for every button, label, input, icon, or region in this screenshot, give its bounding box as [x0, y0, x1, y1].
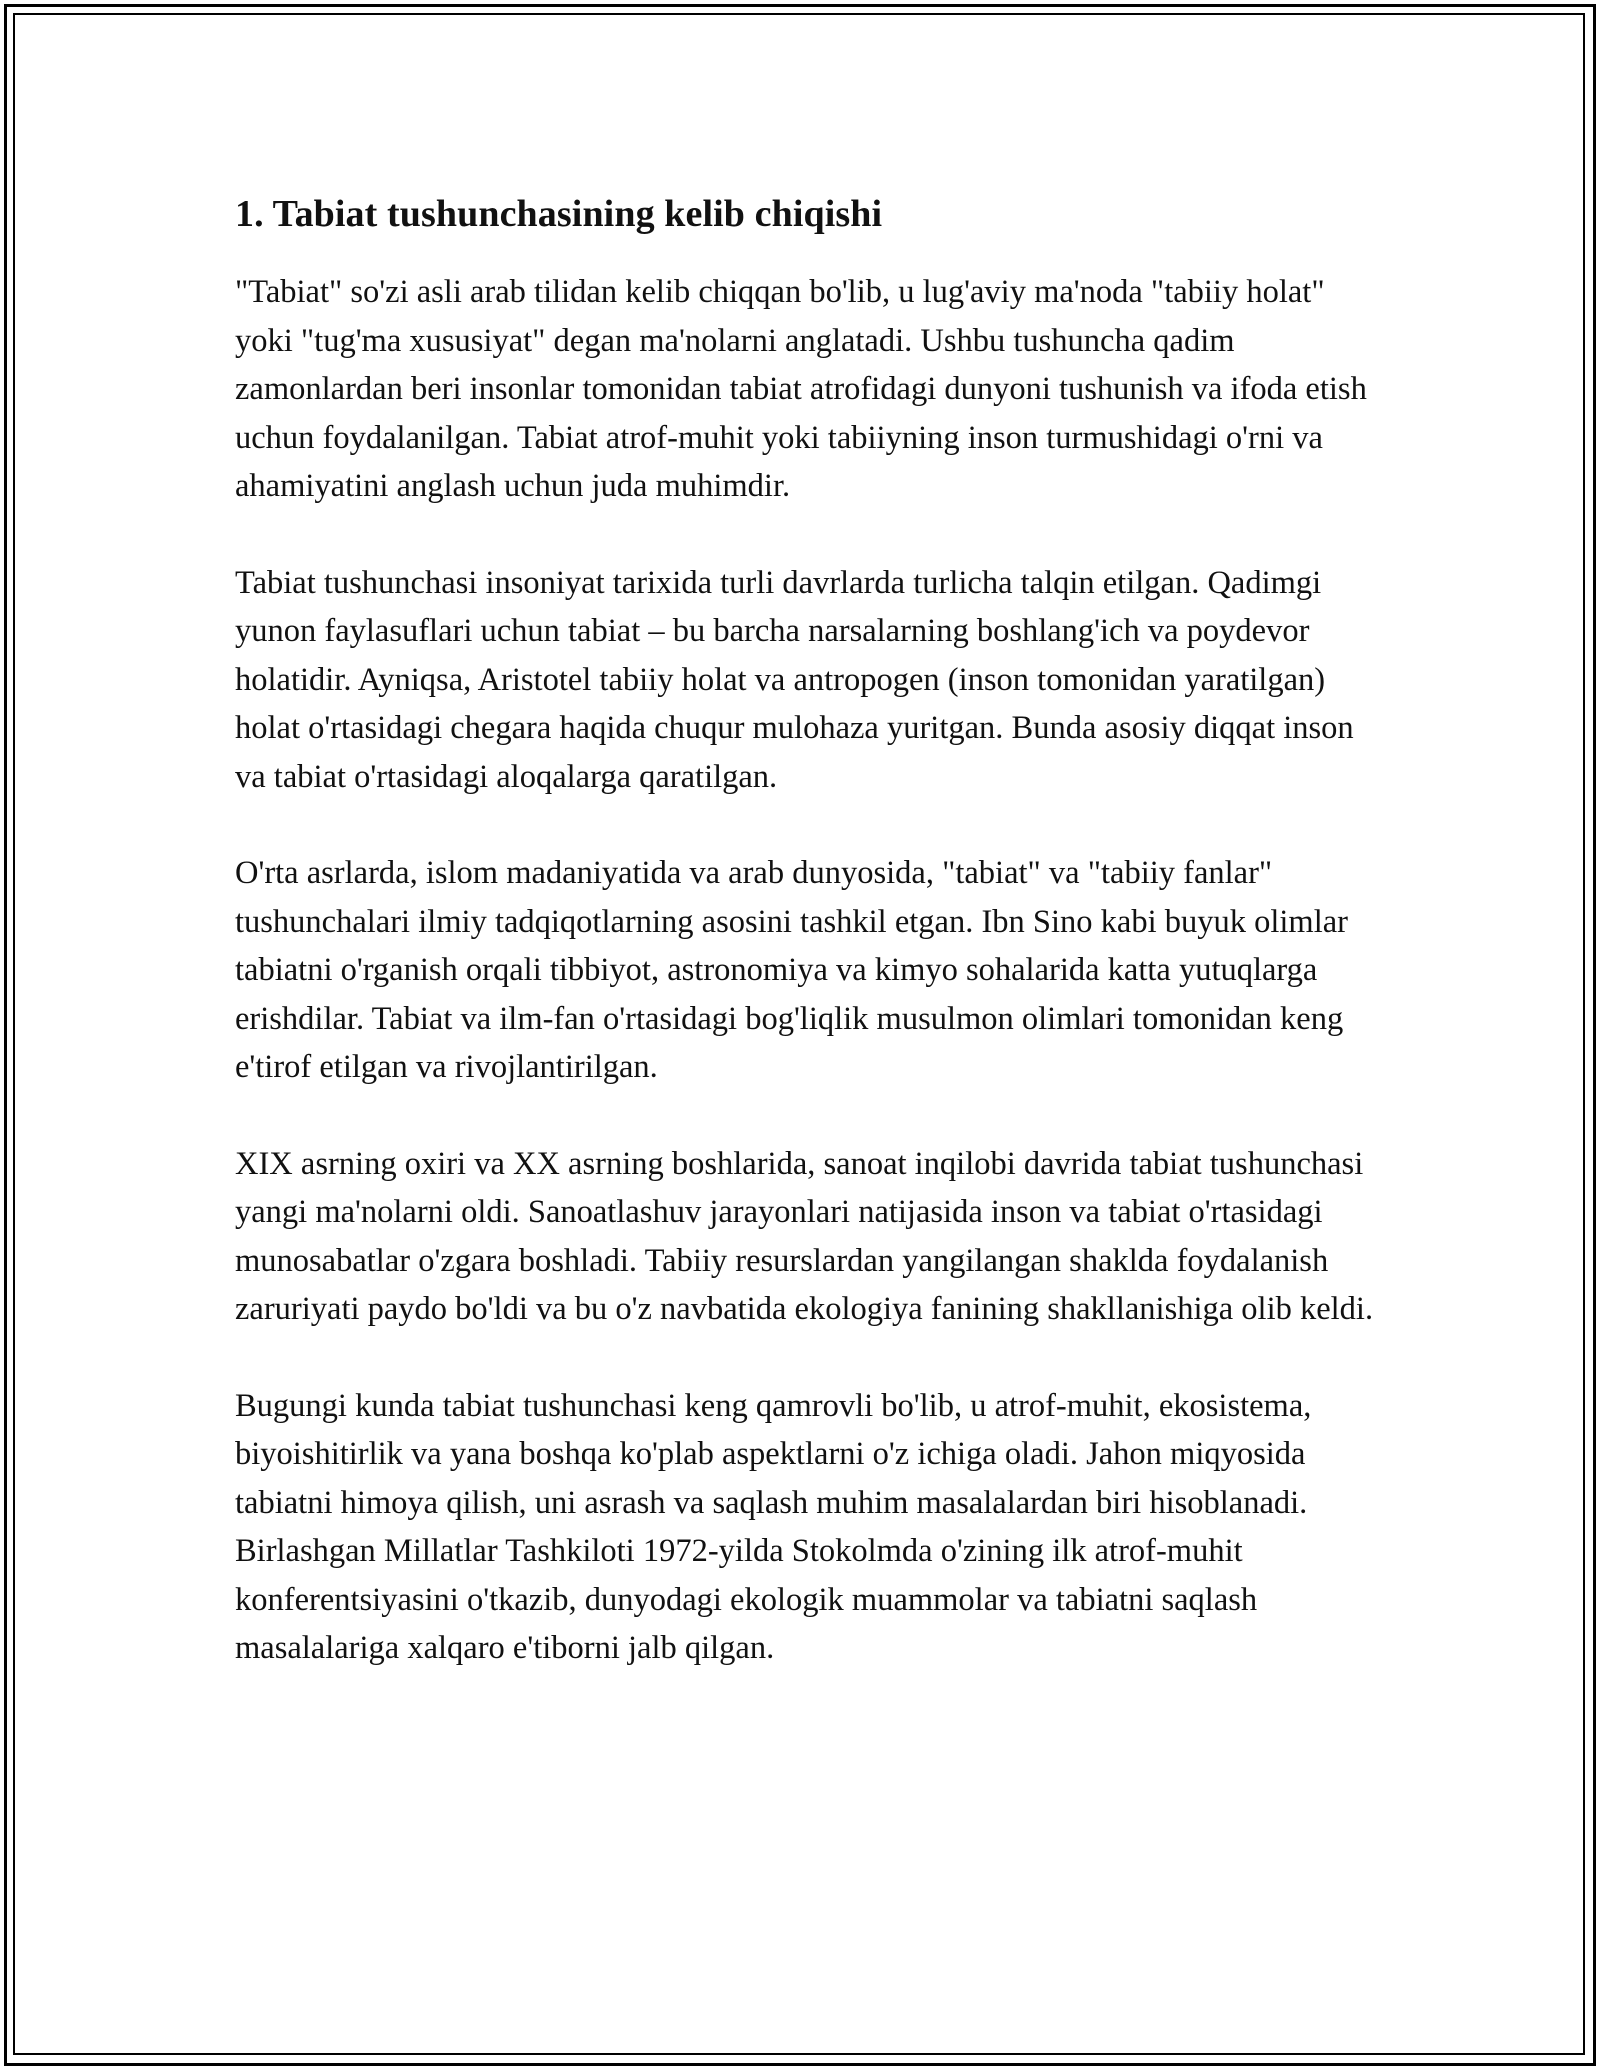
document-page: [235, 186, 1385, 1721]
paragraph-4: XIX asrning oxiri va XX asrning boshlarida, sanoat inqilobi davrida tabiat tushunchasi yangi ma'nolarni oldi. Sanoatlashuv jarayonlari natijasida inson va tabiat o'rtasidagi munosabatlar o'zgara boshladi. Tabiiy resurslardan yangilangan shaklda foydalanish zaruriyati paydo bo'ldi va bu o'z navbatida ekologiya fanining shakllanishiga olib keldi.: [235, 1145, 1374, 1327]
paragraph-2: Tabiat tushunchasi insoniyat tarixida turli davrlarda turlicha talqin etilgan. Qadimgi yunon faylasuflari uchun tabiat – bu barcha narsalarning boshlang'ich va poydevor holatidir. Ayniqsa, Aristotel tabiiy holat va antropogen (inson tomonidan yaratilgan) holat o'rtasidagi chegara haqida chuqur mulohaza yuritgan. Bunda asosiy diqqat inson va tabiat o'rtasidagi aloqalarga qaratilgan.: [235, 564, 1354, 795]
section-heading: 1. Tabiat tushunchasining kelib chiqishi: [235, 193, 883, 235]
paragraph-3: O'rta asrlarda, islom madaniyatida va arab dunyosida, "tabiat" va "tabiiy fanlar" tushunchalari ilmiy tadqiqotlarning asosini tashkil etgan. Ibn Sino kabi buyuk olimlar tabiatni o'rganish orqali tibbiyot, astronomiya va kimyo sohalarida katta yutuqlarga erishdilar. Tabiat va ilm-fan o'rtasidagi bog'liqlik musulmon olimlari tomonidan keng e'tirof etilgan va rivojlantirilgan.: [235, 855, 1348, 1085]
paragraph-5: Bugungi kunda tabiat tushunchasi keng qamrovli bo'lib, u atrof-muhit, ekosistema, biyoishitirlik va yana boshqa ko'plab aspektlarni o'z ichiga oladi. Jahon miqyosida tabiatni himoya qilish, uni asrash va saqlash muhim masalalardan biri hisoblanadi. Birlashgan Millatlar Tashkiloti 1972-yilda Stokolmda o'zining ilk atrof-muhit konferentsiyasini o'tkazib, dunyodagi ekologik muammolar va tabiatni saqlash masalalariga xalqaro e'tiborni jalb qilgan.: [235, 1387, 1312, 1666]
paragraph-1: "Tabiat" so'zi asli arab tilidan kelib chiqqan bo'lib, u lug'aviy ma'noda "tabiiy holat" yoki "tug'ma xususiyat" degan ma'nolarni anglatadi. Ushbu tushuncha qadim zamonlardan beri insonlar tomonidan tabiat atrofidagi dunyoni tushunish va ifoda etish uchun foydalanilgan. Tabiat atrof-muhit yoki tabiiyning inson turmushidagi o'rni va ahamiyatini anglash uchun juda muhimdir.: [235, 274, 1367, 504]
